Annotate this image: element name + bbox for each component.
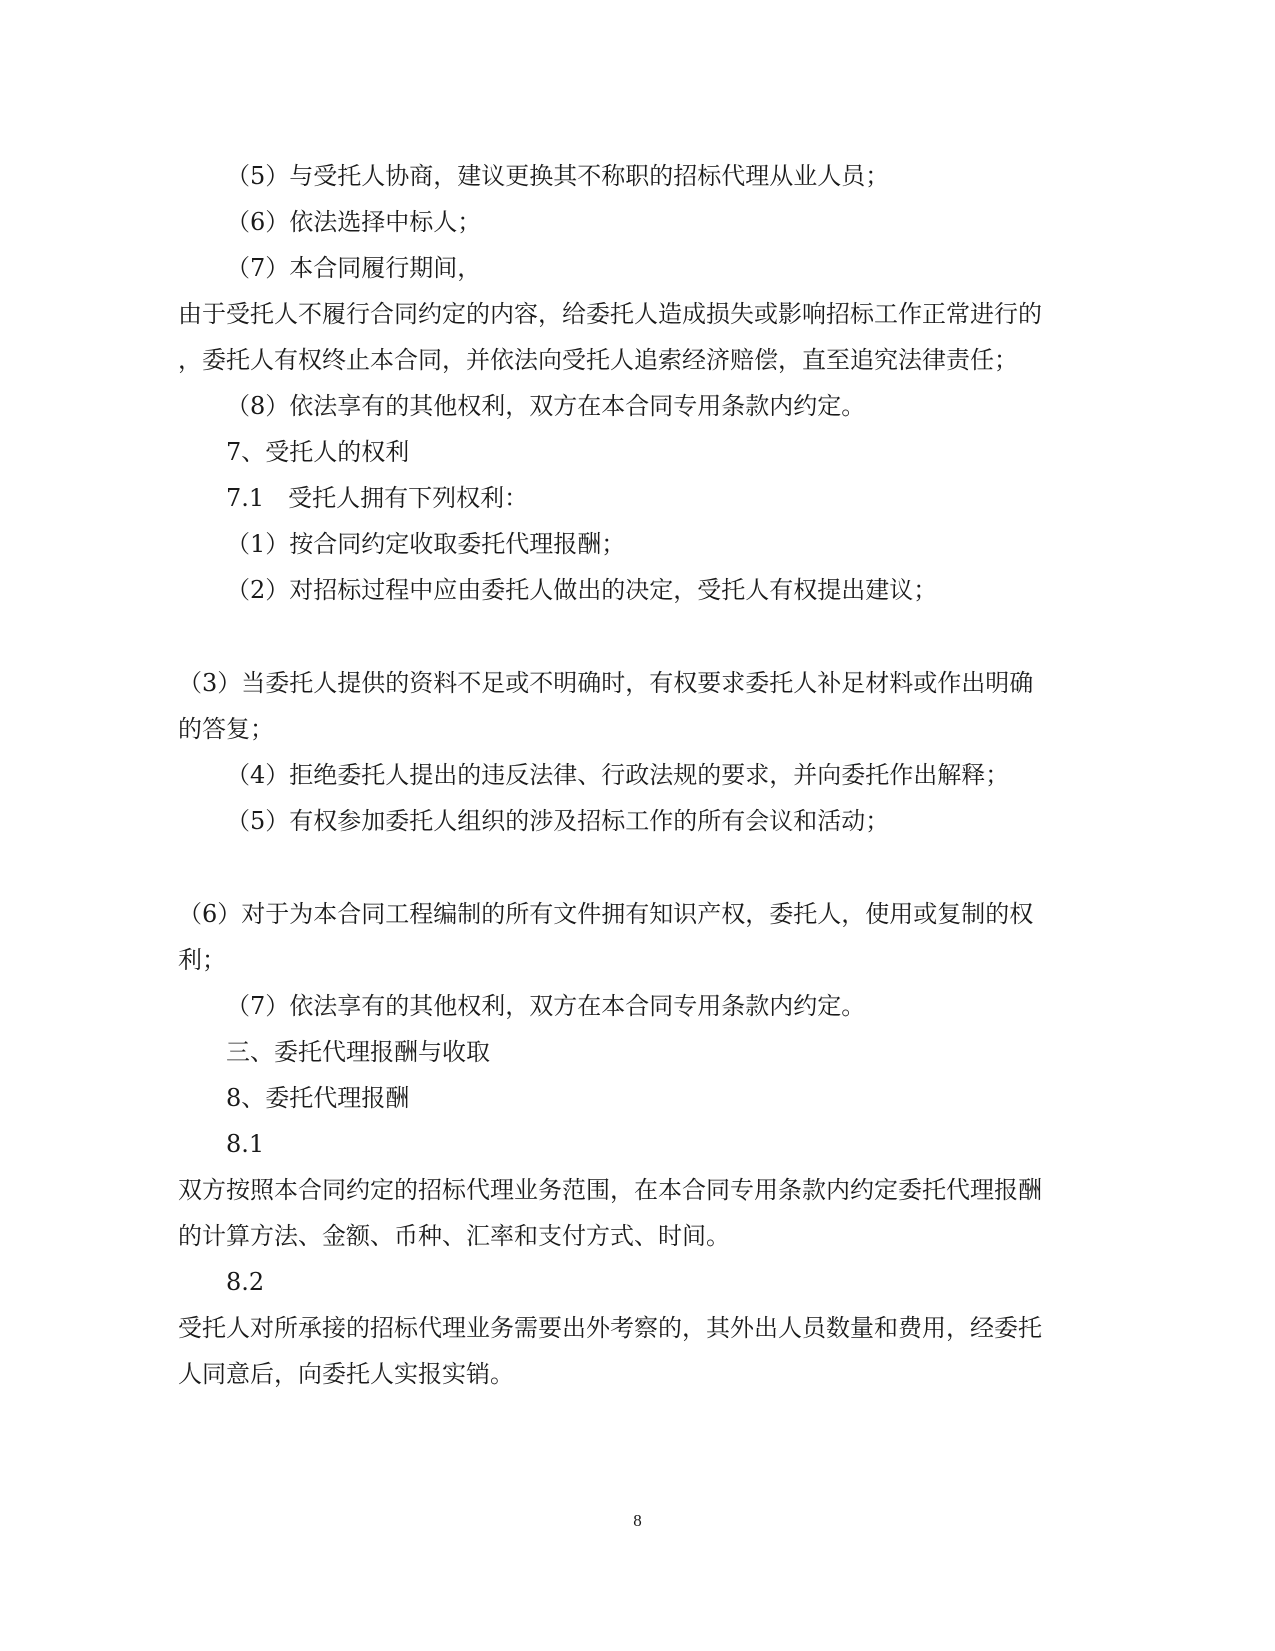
clause-line: （4）拒绝委托人提出的违反法律、行政法规的要求，并向委托作出解释； (226, 761, 1010, 789)
clause-line: （7）本合同履行期间， (226, 254, 482, 282)
clause-line: （3）当委托人提供的资料不足或不明确时，有权要求委托人补足材料或作出明确 (178, 669, 1034, 697)
section-heading: 8、委托代理报酬 (226, 1084, 410, 1112)
clause-line: 的计算方法、金额、币种、汇率和支付方式、时间。 (178, 1222, 730, 1250)
clause-line: 7.1 受托人拥有下列权利： (226, 484, 529, 512)
clause-line: （5）与受托人协商，建议更换其不称职的招标代理从业人员； (226, 162, 890, 190)
clause-line: 利； (178, 946, 226, 974)
section-heading: 7、受托人的权利 (226, 438, 410, 466)
clause-line: 人同意后，向委托人实报实销。 (178, 1360, 514, 1388)
clause-number: 8.2 (226, 1268, 265, 1296)
chapter-heading: 三、委托代理报酬与收取 (226, 1038, 490, 1066)
clause-number: 8.1 (226, 1130, 265, 1158)
clause-line: （7）依法享有的其他权利，双方在本合同专用条款内约定。 (226, 992, 866, 1020)
clause-line: （2）对招标过程中应由委托人做出的决定，受托人有权提出建议； (226, 576, 938, 604)
clause-line: ，委托人有权终止本合同，并依法向受托人追索经济赔偿，直至追究法律责任； (178, 346, 1018, 374)
clause-line: （6）对于为本合同工程编制的所有文件拥有知识产权，委托人，使用或复制的权 (178, 900, 1034, 928)
page-number: 8 (633, 1511, 642, 1530)
clause-line: （8）依法享有的其他权利，双方在本合同专用条款内约定。 (226, 392, 866, 420)
clause-line: （1）按合同约定收取委托代理报酬； (226, 530, 626, 558)
clause-line: 受托人对所承接的招标代理业务需要出外考察的，其外出人员数量和费用，经委托 (178, 1314, 1042, 1342)
clause-line: 的答复； (178, 715, 274, 743)
clause-line: （5）有权参加委托人组织的涉及招标工作的所有会议和活动； (226, 807, 890, 835)
clause-line: 由于受托人不履行合同约定的内容，给委托人造成损失或影响招标工作正常进行的 (178, 300, 1042, 328)
clause-line: （6）依法选择中标人； (226, 208, 482, 236)
clause-line: 双方按照本合同约定的招标代理业务范围，在本合同专用条款内约定委托代理报酬 (178, 1176, 1042, 1204)
